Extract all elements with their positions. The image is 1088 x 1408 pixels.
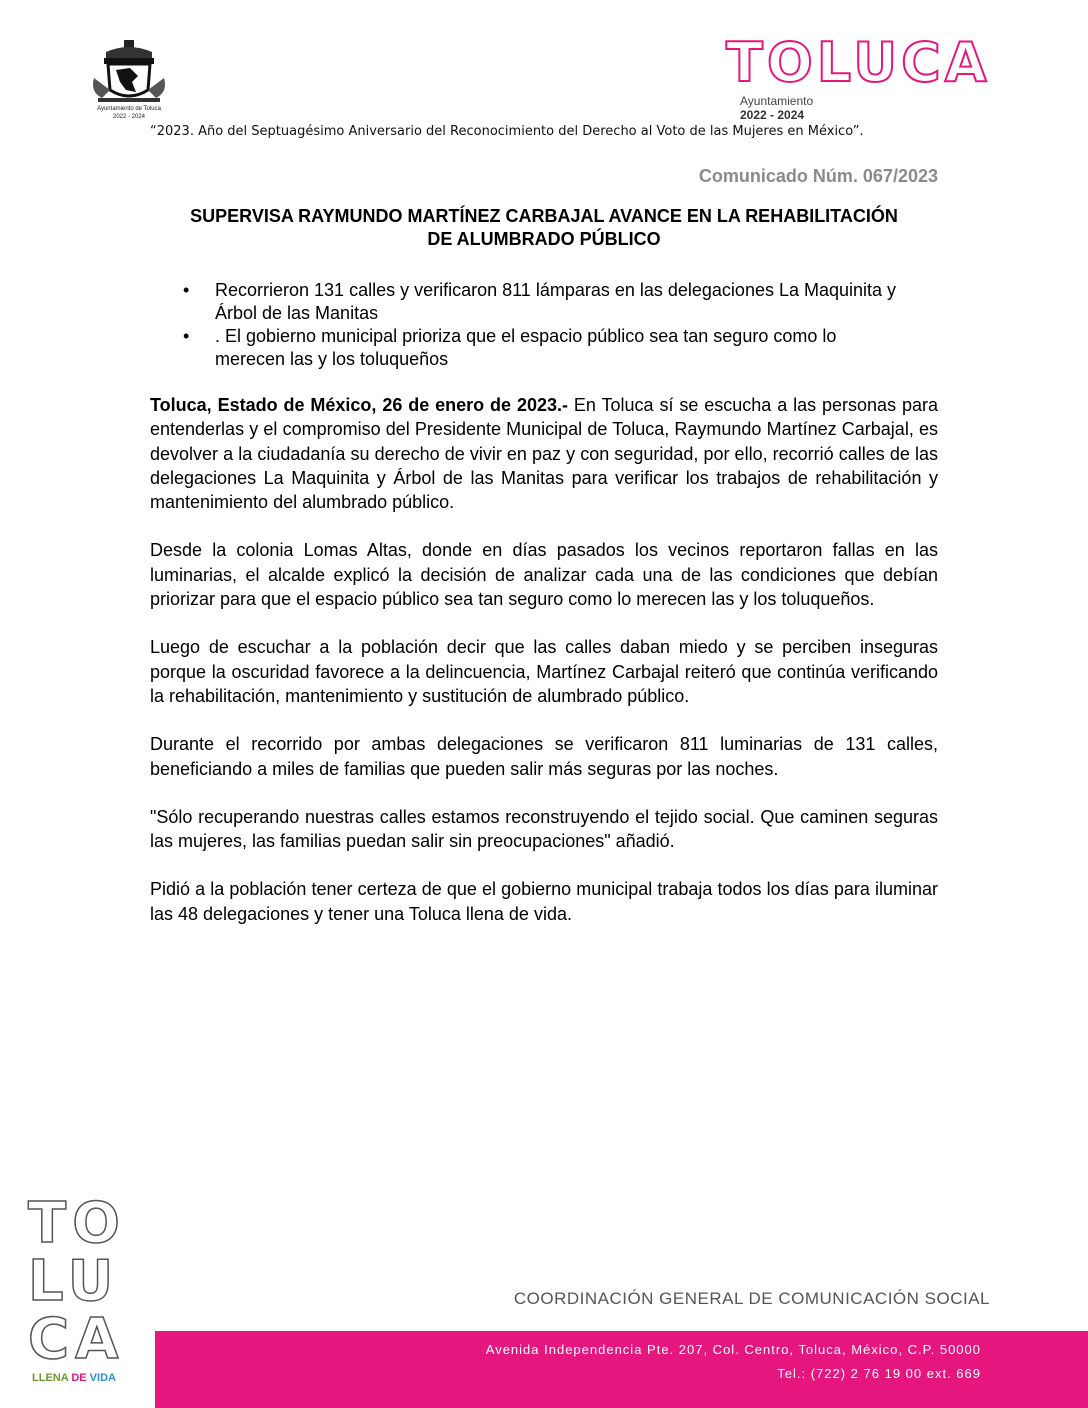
bullet-item <box>183 325 903 371</box>
seal-years: 2022 - 2024 <box>112 114 146 120</box>
tagline-word: LLENA <box>32 1372 69 1384</box>
tagline-word: VIDA <box>89 1372 116 1384</box>
logo-row: TO <box>28 1191 126 1256</box>
brand-years: 2022 - 2024 <box>740 108 805 122</box>
brand-wordmark: TOLUCA <box>726 31 991 94</box>
logo-row: CA <box>28 1307 125 1372</box>
dateline: Toluca, Estado de México, 26 de enero de 2023.- <box>150 395 569 415</box>
bullet-dot-icon: • <box>183 280 190 300</box>
year-motto: “2023. Año del Septuagésimo Aniversario del Reconocimiento del Derecho al Voto de las Mujeres en México”. <box>150 124 864 139</box>
footer-toluca-logo <box>28 1191 140 1392</box>
bullet-dot-icon: • <box>183 326 190 346</box>
brand-subtitle: Ayuntamiento <box>740 94 814 108</box>
footer-phone: Tel.: (722) 2 76 19 00 ext. 669 <box>777 1366 981 1381</box>
department-name: COORDINACIÓN GENERAL DE COMUNICACIÓN SOCIAL <box>513 1289 990 1308</box>
footer-address: Avenida Independencia Pte. 207, Col. Centro, Toluca, México, C.P. 50000 <box>485 1342 981 1357</box>
coat-of-arms-icon <box>86 38 172 106</box>
summary-bullets <box>183 279 903 371</box>
headline-line-1: SUPERVISA RAYMUNDO MARTÍNEZ CARBAJAL AVANCE EN LA REHABILITACIÓN <box>190 206 898 226</box>
paragraph <box>150 393 938 514</box>
tagline-word: DE <box>71 1372 87 1384</box>
paragraph: "Sólo recuperando nuestras calles estamos reconstruyendo el tejido social. Que caminen seguras las mujeres, las familias puedan salir sin preocupaciones" añadió. <box>150 806 938 852</box>
municipal-seal <box>86 38 172 122</box>
paragraph: Pidió a la población tener certeza de que el gobierno municipal trabaja todos los días para iluminar las 48 delegaciones y tener una Toluca llena de vida. <box>150 879 938 924</box>
headline <box>150 205 938 251</box>
bullet-item <box>183 279 903 325</box>
logo-row: LU <box>28 1249 120 1314</box>
toluca-brand-logo <box>722 31 991 126</box>
release-number: Comunicado Núm. 067/2023 <box>698 166 938 186</box>
bullet-text: . El gobierno municipal prioriza que el espacio público sea tan seguro como lo merecen las y los toluqueños <box>215 326 837 369</box>
bullet-text: Recorrieron 131 calles y verificaron 811 lámparas en las delegaciones La Maquinita y Árbol de las Manitas <box>215 280 897 323</box>
logo-tagline <box>32 1372 116 1384</box>
paragraph: Desde la colonia Lomas Altas, donde en días pasados los vecinos reportaron fallas en las luminarias, el alcalde explicó la decisión de analizar cada una de las condiciones que debían priorizar para que el espacio público sea tan seguro como lo merecen las y los toluqueños. <box>150 540 938 610</box>
paragraph-text: En Toluca sí se escucha a las personas para entenderlas y el compromiso del Presidente Municipal de Toluca, Raymundo Martínez Carbajal, es devolver a la ciudadanía su derecho de vivir en paz y con seguridad, por ello, recorrió calles de las delegaciones La Maquinita y Árbol de las Manitas para verificar los trabajos de rehabilitación y mantenimiento del alumbrado público. <box>150 395 938 513</box>
paragraph: Durante el recorrido por ambas delegaciones se verificaron 811 luminarias de 131 calles, beneficiando a miles de familias que pueden salir más seguras por las noches. <box>150 734 938 779</box>
headline-line-2: DE ALUMBRADO PÚBLICO <box>427 229 661 249</box>
paragraph: Luego de escuchar a la población decir que las calles daban miedo y se perciben inseguras porque la oscuridad favorece a la delincuencia, Martínez Carbajal reiteró que continúa verificando la rehabilitación, mantenimiento y sustitución de alumbrado público. <box>150 637 938 706</box>
article-body <box>150 393 938 950</box>
seal-caption: Ayuntamiento de Toluca <box>97 106 161 112</box>
